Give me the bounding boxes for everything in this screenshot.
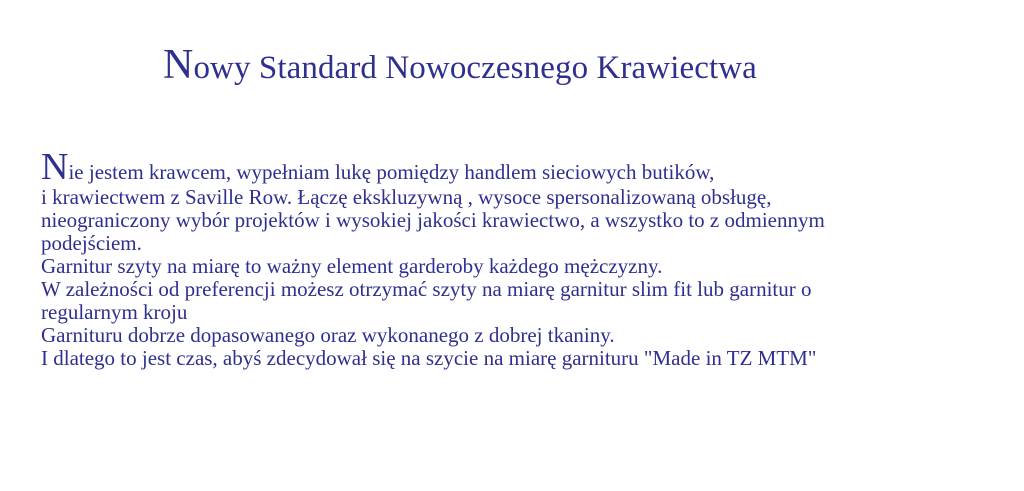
intro-paragraph xyxy=(41,148,1001,370)
paragraph-line-8: Garnituru dobrze dopasowanego oraz wykonanego z dobrej tkaniny. xyxy=(41,323,615,347)
first-line-text: ie jestem krawcem, wypełniam lukę pomiędzy handlem sieciowych butików, xyxy=(68,160,715,184)
paragraph-line-7: regularnym kroju xyxy=(41,300,188,324)
paragraph-line-1 xyxy=(41,148,1001,186)
drop-cap-initial: N xyxy=(41,146,69,188)
paragraph-line-3: nieograniczony wybór projektów i wysokiej jakości krawiectwo, a wszystko to z odmiennym xyxy=(41,208,825,232)
paragraph-line-5: Garnitur szyty na miarę to ważny element garderoby każdego mężczyzny. xyxy=(41,254,663,278)
page-title xyxy=(163,44,757,89)
paragraph-line-9: I dlatego to jest czas, abyś zdecydował się na szycie na miarę garnituru "Made in TZ MTM" xyxy=(41,346,817,370)
paragraph-line-4: podejściem. xyxy=(41,231,142,255)
paragraph-line-6: W zależności od preferencji możesz otrzymać szyty na miarę garnitur slim fit lub garnitur o xyxy=(41,277,812,301)
paragraph-line-2: i krawiectwem z Saville Row. Łączę ekskluzywną , wysoce spersonalizowaną obsługę, xyxy=(41,185,772,209)
title-initial: N xyxy=(163,42,194,88)
title-text: owy Standard Nowoczesnego Krawiectwa xyxy=(193,50,757,86)
